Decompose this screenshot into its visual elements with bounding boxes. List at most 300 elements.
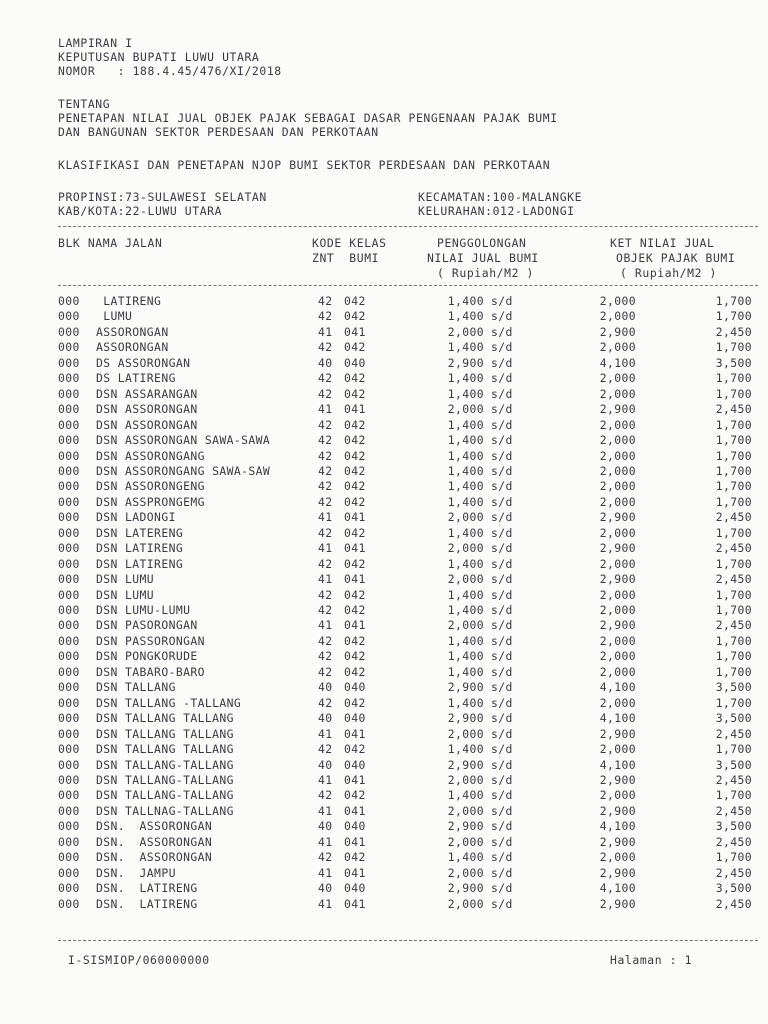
row-range-sep: s/d — [491, 711, 513, 726]
header-bottom-rule — [58, 285, 758, 286]
row-kelas-bumi: 041 — [344, 726, 366, 741]
row-kode-znt: 41 — [318, 896, 333, 911]
row-blk: 000 — [58, 772, 80, 787]
row-nilai-max: 2,000 — [599, 494, 636, 509]
row-nilai-min: 1,400 — [447, 417, 484, 432]
row-blk: 000 — [58, 742, 80, 757]
row-nilai-jual: 1,700 — [715, 649, 752, 664]
row-kode-znt: 42 — [318, 742, 333, 757]
row-nilai-max: 4,100 — [599, 355, 636, 370]
row-nama-jalan: DSN TALLNAG-TALLANG — [96, 803, 234, 818]
kelurahan-label: KELURAHAN:012-LADONGI — [418, 204, 575, 218]
row-nilai-jual: 1,700 — [715, 587, 752, 602]
row-kelas-bumi: 042 — [344, 448, 366, 463]
row-nilai-min: 1,400 — [447, 294, 484, 308]
row-nilai-jual: 1,700 — [715, 386, 752, 401]
row-nilai-jual: 1,700 — [715, 463, 752, 478]
row-blk: 000 — [58, 371, 80, 386]
row-nilai-jual: 1,700 — [715, 340, 752, 355]
row-nilai-jual: 3,500 — [715, 881, 752, 896]
row-nilai-max: 2,000 — [599, 479, 636, 494]
row-nilai-max: 2,900 — [599, 772, 636, 787]
row-kelas-bumi: 042 — [344, 309, 366, 324]
row-blk: 000 — [58, 340, 80, 355]
row-range-sep: s/d — [491, 603, 513, 617]
row-range-sep: s/d — [491, 757, 513, 772]
row-range-sep: s/d — [491, 355, 513, 370]
row-kelas-bumi: 042 — [344, 417, 366, 432]
row-nilai-jual: 1,700 — [715, 494, 752, 509]
row-kelas-bumi: 042 — [344, 850, 366, 865]
row-kode-znt: 42 — [318, 664, 333, 679]
row-kode-znt: 42 — [318, 850, 333, 865]
row-nilai-min: 1,400 — [447, 309, 484, 324]
row-nilai-min: 2,900 — [447, 819, 484, 834]
row-kelas-bumi: 042 — [344, 371, 366, 386]
row-kode-znt: 42 — [318, 340, 333, 355]
row-range-sep: s/d — [491, 572, 513, 587]
row-nilai-min: 1,400 — [447, 788, 484, 803]
row-nama-jalan: ASSORONGAN — [96, 324, 169, 339]
row-nilai-max: 2,000 — [599, 788, 636, 803]
row-kode-znt: 42 — [318, 695, 333, 710]
row-range-sep: s/d — [491, 865, 513, 880]
row-nilai-jual: 1,700 — [715, 294, 752, 308]
row-kelas-bumi: 042 — [344, 603, 366, 617]
row-kode-znt: 42 — [318, 788, 333, 803]
row-blk: 000 — [58, 494, 80, 509]
row-nilai-max: 2,000 — [599, 525, 636, 540]
row-blk: 000 — [58, 479, 80, 494]
row-nilai-max: 2,900 — [599, 572, 636, 587]
row-kode-znt: 41 — [318, 865, 333, 880]
table-row — [0, 433, 768, 449]
row-nama-jalan: DSN ASSORONGENG — [96, 479, 205, 494]
row-nama-jalan: DSN PASORONGAN — [96, 618, 198, 633]
row-nilai-jual: 3,500 — [715, 757, 752, 772]
table-row — [0, 634, 768, 650]
row-kode-znt: 42 — [318, 494, 333, 509]
row-kelas-bumi: 041 — [344, 402, 366, 417]
table-row — [0, 649, 768, 665]
row-kelas-bumi: 041 — [344, 618, 366, 633]
row-nilai-jual: 2,450 — [715, 803, 752, 818]
row-nilai-jual: 1,700 — [715, 479, 752, 494]
row-blk: 000 — [58, 433, 80, 448]
row-kode-znt: 41 — [318, 541, 333, 556]
row-nilai-max: 2,000 — [599, 649, 636, 664]
row-nilai-max: 2,900 — [599, 618, 636, 633]
row-nilai-max: 2,900 — [599, 834, 636, 849]
row-nilai-max: 2,000 — [599, 633, 636, 648]
table-row — [0, 588, 768, 604]
row-kode-znt: 42 — [318, 603, 333, 617]
row-nilai-min: 1,400 — [447, 371, 484, 386]
row-nilai-max: 4,100 — [599, 881, 636, 896]
row-kelas-bumi: 042 — [344, 525, 366, 540]
row-nilai-max: 2,900 — [599, 803, 636, 818]
row-nama-jalan: DSN. JAMPU — [96, 865, 176, 880]
row-nilai-min: 1,400 — [447, 433, 484, 448]
row-nama-jalan: DSN TALLANG TALLANG — [96, 711, 234, 726]
row-nilai-jual: 3,500 — [715, 711, 752, 726]
row-nama-jalan: DSN TALLANG-TALLANG — [96, 757, 234, 772]
row-nilai-jual: 1,700 — [715, 433, 752, 448]
row-kelas-bumi: 042 — [344, 294, 366, 308]
row-nilai-max: 2,000 — [599, 340, 636, 355]
row-nilai-jual: 1,700 — [715, 788, 752, 803]
row-blk: 000 — [58, 587, 80, 602]
row-nama-jalan: DSN ASSORONGAN — [96, 417, 198, 432]
footer-page-number: Halaman : 1 — [610, 953, 693, 967]
row-range-sep: s/d — [491, 433, 513, 448]
tentang-label: TENTANG — [58, 97, 111, 111]
row-nilai-min: 2,000 — [447, 510, 484, 525]
row-nilai-max: 2,000 — [599, 386, 636, 401]
row-nama-jalan: DSN LATIRENG — [96, 556, 184, 571]
col-znt-bumi: ZNT BUMI — [312, 251, 380, 265]
row-kelas-bumi: 040 — [344, 757, 366, 772]
row-blk: 000 — [58, 556, 80, 571]
row-kelas-bumi: 040 — [344, 881, 366, 896]
row-range-sep: s/d — [491, 680, 513, 695]
row-nama-jalan: DSN PONGKORUDE — [96, 649, 198, 664]
row-kelas-bumi: 042 — [344, 340, 366, 355]
row-nama-jalan: DSN. ASSORONGAN — [96, 819, 213, 834]
table-row — [0, 464, 768, 480]
row-kelas-bumi: 042 — [344, 788, 366, 803]
row-nilai-jual: 2,450 — [715, 618, 752, 633]
col-ket-nilai-jual: KET NILAI JUAL — [610, 236, 715, 250]
row-kelas-bumi: 040 — [344, 819, 366, 834]
row-nama-jalan: DSN LUMU — [96, 572, 155, 587]
row-range-sep: s/d — [491, 742, 513, 757]
nomor-label: NOMOR : 188.4.45/476/XI/2018 — [58, 64, 282, 78]
row-nilai-min: 1,400 — [447, 556, 484, 571]
row-range-sep: s/d — [491, 386, 513, 401]
table-row — [0, 418, 768, 434]
row-kode-znt: 42 — [318, 448, 333, 463]
row-nilai-min: 2,000 — [447, 402, 484, 417]
row-range-sep: s/d — [491, 479, 513, 494]
row-nilai-max: 2,900 — [599, 896, 636, 911]
row-kode-znt: 41 — [318, 402, 333, 417]
row-nama-jalan: DSN TALLANG -TALLANG — [96, 695, 242, 710]
row-range-sep: s/d — [491, 525, 513, 540]
row-blk: 000 — [58, 618, 80, 633]
row-nilai-min: 1,400 — [447, 664, 484, 679]
row-nilai-min: 2,900 — [447, 757, 484, 772]
row-range-sep: s/d — [491, 309, 513, 324]
row-kode-znt: 42 — [318, 587, 333, 602]
row-blk: 000 — [58, 309, 80, 324]
row-nilai-max: 2,000 — [599, 371, 636, 386]
row-nilai-max: 2,000 — [599, 603, 636, 617]
row-nilai-jual: 2,450 — [715, 541, 752, 556]
table-row — [0, 866, 768, 882]
row-kode-znt: 42 — [318, 633, 333, 648]
row-range-sep: s/d — [491, 896, 513, 911]
row-range-sep: s/d — [491, 803, 513, 818]
row-blk: 000 — [58, 525, 80, 540]
row-nilai-jual: 2,450 — [715, 896, 752, 911]
row-range-sep: s/d — [491, 294, 513, 308]
row-blk: 000 — [58, 463, 80, 478]
row-nilai-max: 4,100 — [599, 680, 636, 695]
row-nilai-jual: 1,700 — [715, 556, 752, 571]
row-nama-jalan: DSN TALLANG TALLANG — [96, 726, 234, 741]
table-row — [0, 340, 768, 356]
row-kode-znt: 42 — [318, 649, 333, 664]
row-kelas-bumi: 042 — [344, 633, 366, 648]
row-kelas-bumi: 041 — [344, 896, 366, 911]
row-range-sep: s/d — [491, 788, 513, 803]
row-nilai-max: 2,000 — [599, 294, 636, 308]
row-nilai-min: 2,000 — [447, 834, 484, 849]
row-nama-jalan: DSN LUMU — [96, 587, 155, 602]
row-nilai-min: 1,400 — [447, 494, 484, 509]
table-row — [0, 541, 768, 557]
row-nama-jalan: DSN LADONGI — [96, 510, 176, 525]
row-kelas-bumi: 042 — [344, 649, 366, 664]
table-row — [0, 758, 768, 774]
row-kelas-bumi: 042 — [344, 386, 366, 401]
row-nilai-min: 2,900 — [447, 680, 484, 695]
row-kelas-bumi: 041 — [344, 572, 366, 587]
row-blk: 000 — [58, 541, 80, 556]
row-range-sep: s/d — [491, 618, 513, 633]
table-row — [0, 742, 768, 758]
row-nilai-max: 2,000 — [599, 448, 636, 463]
row-nilai-min: 2,000 — [447, 618, 484, 633]
row-kelas-bumi: 041 — [344, 834, 366, 849]
row-nilai-min: 2,000 — [447, 772, 484, 787]
row-kode-znt: 40 — [318, 819, 333, 834]
table-row — [0, 773, 768, 789]
table-row — [0, 665, 768, 681]
row-nama-jalan: LUMU — [96, 309, 133, 324]
table-row — [0, 897, 768, 913]
row-range-sep: s/d — [491, 850, 513, 865]
row-blk: 000 — [58, 803, 80, 818]
row-kelas-bumi: 042 — [344, 556, 366, 571]
row-nama-jalan: DSN ASSPRONGEMG — [96, 494, 205, 509]
klasifikasi-title: KLASIFIKASI DAN PENETAPAN NJOP BUMI SEKTOR PERDESAAN DAN PERKOTAAN — [58, 158, 551, 172]
table-row — [0, 309, 768, 325]
row-nilai-min: 1,400 — [447, 742, 484, 757]
table-row — [0, 711, 768, 727]
table-row — [0, 325, 768, 341]
row-nilai-jual: 2,450 — [715, 510, 752, 525]
row-kode-znt: 42 — [318, 294, 333, 308]
row-kelas-bumi: 042 — [344, 494, 366, 509]
footer-code: I-SISMIOP/060000000 — [68, 953, 210, 967]
col-objek-pajak-bumi: OBJEK PAJAK BUMI — [616, 251, 736, 265]
row-nilai-min: 2,900 — [447, 355, 484, 370]
table-row — [0, 618, 768, 634]
row-nilai-jual: 1,700 — [715, 448, 752, 463]
table-row — [0, 356, 768, 372]
row-nilai-max: 2,000 — [599, 309, 636, 324]
table-row — [0, 881, 768, 897]
row-range-sep: s/d — [491, 463, 513, 478]
row-nilai-jual: 2,450 — [715, 402, 752, 417]
row-kode-znt: 40 — [318, 680, 333, 695]
row-nama-jalan: DSN TALLANG TALLANG — [96, 742, 234, 757]
row-kelas-bumi: 042 — [344, 587, 366, 602]
row-nama-jalan: DSN. ASSORONGAN — [96, 850, 213, 865]
row-blk: 000 — [58, 726, 80, 741]
row-nama-jalan: DSN TALLANG-TALLANG — [96, 788, 234, 803]
row-nilai-jual: 1,700 — [715, 309, 752, 324]
row-nilai-max: 2,000 — [599, 417, 636, 432]
row-kode-znt: 42 — [318, 479, 333, 494]
table-row — [0, 557, 768, 573]
row-nama-jalan: DS LATIRENG — [96, 371, 176, 386]
row-kode-znt: 42 — [318, 525, 333, 540]
row-nilai-jual: 2,450 — [715, 834, 752, 849]
row-nama-jalan: DSN ASSORONGAN — [96, 402, 198, 417]
row-kode-znt: 41 — [318, 618, 333, 633]
row-blk: 000 — [58, 572, 80, 587]
row-range-sep: s/d — [491, 324, 513, 339]
row-kode-znt: 42 — [318, 417, 333, 432]
row-kelas-bumi: 041 — [344, 803, 366, 818]
row-kode-znt: 41 — [318, 772, 333, 787]
row-nama-jalan: DSN LATIRENG — [96, 541, 184, 556]
row-nilai-max: 2,000 — [599, 695, 636, 710]
row-nilai-jual: 1,700 — [715, 850, 752, 865]
table-row — [0, 510, 768, 526]
row-nilai-max: 2,000 — [599, 433, 636, 448]
row-kelas-bumi: 041 — [344, 510, 366, 525]
row-kode-znt: 41 — [318, 803, 333, 818]
row-nilai-max: 2,000 — [599, 742, 636, 757]
table-row — [0, 371, 768, 387]
row-nama-jalan: DSN LUMU-LUMU — [96, 603, 191, 617]
table-row — [0, 850, 768, 866]
row-nilai-min: 1,400 — [447, 386, 484, 401]
row-nama-jalan: LATIRENG — [96, 294, 162, 308]
table-row — [0, 526, 768, 542]
col-blk-nama-jalan: BLK NAMA JALAN — [58, 236, 163, 250]
row-blk: 000 — [58, 819, 80, 834]
row-nilai-jual: 2,450 — [715, 772, 752, 787]
judul-line-1: PENETAPAN NILAI JUAL OBJEK PAJAK SEBAGAI DASAR PENGENAAN PAJAK BUMI — [58, 111, 558, 125]
row-nilai-max: 2,000 — [599, 850, 636, 865]
row-nilai-max: 4,100 — [599, 819, 636, 834]
col-nilai-jual-bumi: NILAI JUAL BUMI — [427, 251, 539, 265]
table-row — [0, 603, 768, 619]
row-nilai-min: 1,400 — [447, 463, 484, 478]
row-nilai-max: 2,900 — [599, 726, 636, 741]
table-row — [0, 449, 768, 465]
row-nilai-max: 2,000 — [599, 664, 636, 679]
row-blk: 000 — [58, 417, 80, 432]
row-blk: 000 — [58, 402, 80, 417]
table-row — [0, 804, 768, 820]
row-kode-znt: 42 — [318, 309, 333, 324]
row-blk: 000 — [58, 664, 80, 679]
row-blk: 000 — [58, 355, 80, 370]
row-blk: 000 — [58, 850, 80, 865]
row-range-sep: s/d — [491, 541, 513, 556]
table-row — [0, 572, 768, 588]
row-blk: 000 — [58, 834, 80, 849]
row-nama-jalan: DSN ASSARANGAN — [96, 386, 198, 401]
row-nama-jalan: DSN TALLANG — [96, 680, 176, 695]
row-nilai-jual: 1,700 — [715, 695, 752, 710]
row-nilai-jual: 1,700 — [715, 603, 752, 617]
row-blk: 000 — [58, 695, 80, 710]
col-rupiah-1: ( Rupiah/M2 ) — [437, 266, 534, 280]
row-kelas-bumi: 042 — [344, 463, 366, 478]
row-nilai-min: 1,400 — [447, 448, 484, 463]
row-kelas-bumi: 042 — [344, 433, 366, 448]
row-nilai-max: 2,900 — [599, 865, 636, 880]
row-nama-jalan: DSN. LATIRENG — [96, 896, 198, 911]
row-nilai-jual: 1,700 — [715, 633, 752, 648]
row-nilai-min: 1,400 — [447, 649, 484, 664]
row-nilai-min: 2,000 — [447, 726, 484, 741]
row-nama-jalan: DSN ASSORONGAN SAWA-SAWA — [96, 433, 271, 448]
row-nilai-max: 4,100 — [599, 757, 636, 772]
row-nilai-max: 2,900 — [599, 402, 636, 417]
lampiran-label: LAMPIRAN I — [58, 36, 133, 50]
row-kelas-bumi: 042 — [344, 479, 366, 494]
row-range-sep: s/d — [491, 649, 513, 664]
row-nilai-min: 1,400 — [447, 340, 484, 355]
row-nilai-min: 1,400 — [447, 603, 484, 617]
row-nama-jalan: DSN ASSORONGANG SAWA-SAW — [96, 463, 271, 478]
table-row — [0, 819, 768, 835]
row-nilai-min: 2,000 — [447, 324, 484, 339]
row-nilai-min: 1,400 — [447, 479, 484, 494]
kecamatan-label: KECAMATAN:100-MALANGKE — [418, 190, 583, 204]
row-kode-znt: 40 — [318, 711, 333, 726]
row-range-sep: s/d — [491, 402, 513, 417]
table-row — [0, 696, 768, 712]
row-blk: 000 — [58, 649, 80, 664]
header-top-rule — [58, 226, 758, 227]
row-nilai-jual: 1,700 — [715, 664, 752, 679]
row-nama-jalan: DSN PASSORONGAN — [96, 633, 205, 648]
row-blk: 000 — [58, 881, 80, 896]
col-penggolongan: PENGGOLONGAN — [437, 236, 527, 250]
table-row — [0, 495, 768, 511]
row-kode-znt: 41 — [318, 726, 333, 741]
table-row — [0, 387, 768, 403]
table-row — [0, 788, 768, 804]
row-blk: 000 — [58, 294, 80, 308]
row-kode-znt: 42 — [318, 556, 333, 571]
row-nilai-max: 2,000 — [599, 587, 636, 602]
row-nilai-max: 2,000 — [599, 556, 636, 571]
row-range-sep: s/d — [491, 772, 513, 787]
footer-rule — [58, 940, 758, 941]
row-range-sep: s/d — [491, 417, 513, 432]
table-row — [0, 680, 768, 696]
row-kelas-bumi: 040 — [344, 680, 366, 695]
row-blk: 000 — [58, 324, 80, 339]
judul-line-2: DAN BANGUNAN SEKTOR PERDESAAN DAN PERKOTAAN — [58, 125, 379, 139]
row-nama-jalan: DSN TABARO-BARO — [96, 664, 205, 679]
row-range-sep: s/d — [491, 448, 513, 463]
table-row — [0, 402, 768, 418]
row-nama-jalan: DSN ASSORONGANG — [96, 448, 205, 463]
kab-kota-label: KAB/KOTA:22-LUWU UTARA — [58, 204, 223, 218]
row-kode-znt: 40 — [318, 355, 333, 370]
